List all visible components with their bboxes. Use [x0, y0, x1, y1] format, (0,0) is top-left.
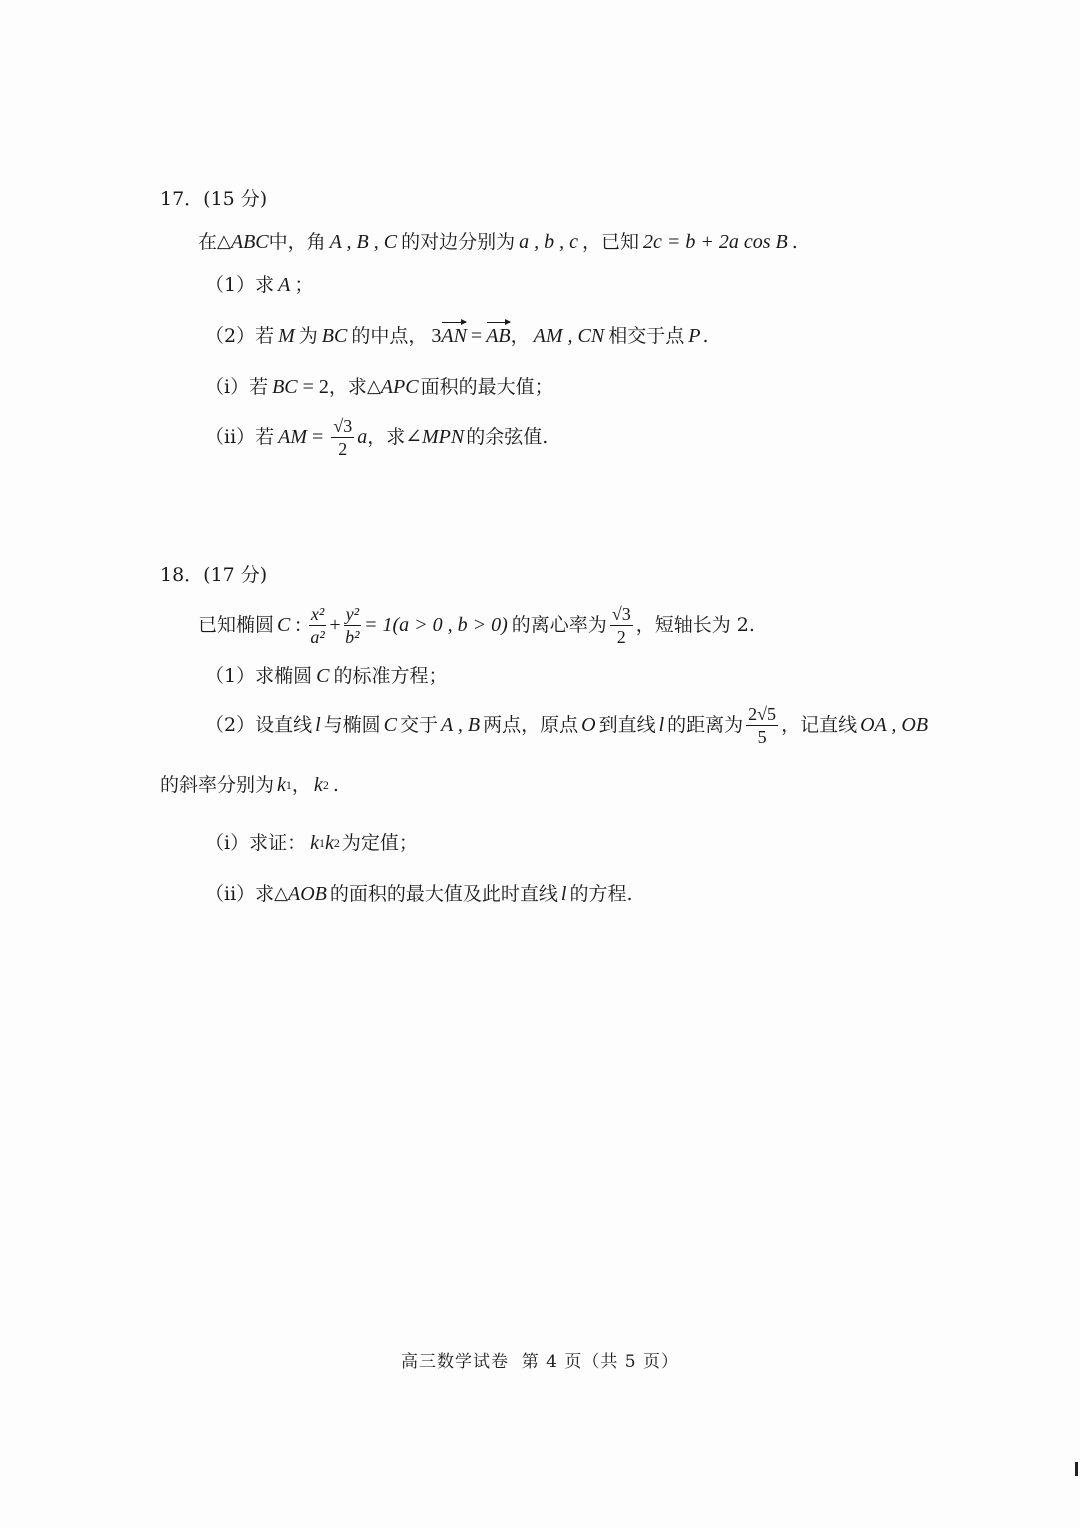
- q17-header: [160, 187, 267, 211]
- q17-part1-var: A: [278, 274, 291, 296]
- q17-part2-mid1: 为: [298, 325, 318, 347]
- q18-part1: [205, 664, 447, 688]
- q18-ellipse-condition: = 1(a > 0 , b > 0): [363, 614, 508, 636]
- q17-coef-three: 3: [431, 325, 442, 347]
- triangle-symbol: △: [366, 376, 381, 397]
- q17-part2: [205, 324, 709, 348]
- q18-part2-mid6: ，记直线: [781, 714, 858, 736]
- q18-points-ab: A , B: [441, 714, 481, 736]
- q17-part2-comma: ，: [510, 325, 530, 347]
- fraction-numerator: √3: [611, 603, 631, 624]
- q17-part2-label: （2）若: [205, 325, 275, 347]
- q18-part2ii-mid: 的面积的最大值及此时直线: [329, 883, 558, 905]
- fraction-denominator: 5: [757, 726, 767, 747]
- q18-part1-end: 的标准方程；: [333, 665, 448, 687]
- fraction-denominator: 2: [338, 438, 348, 459]
- q17-stem-mid2: 的对边分别为: [401, 231, 516, 253]
- q17-part2ii-mid: ，求: [367, 426, 406, 448]
- q18-triangle-aob: AOB: [288, 883, 327, 905]
- q18-part2-mid5: 的距离为: [667, 714, 744, 736]
- q18-part2-mid4: 到直线: [598, 714, 656, 736]
- q17-part1-label: （1）求: [205, 274, 275, 296]
- q17-stem-mid3: ，已知: [581, 231, 639, 253]
- q17-stem: [198, 230, 798, 254]
- fraction-denominator: a²: [310, 626, 325, 647]
- q18-part2i-k2: k: [324, 832, 334, 854]
- q17-vector-ab: AB: [486, 325, 511, 347]
- q18-part2i-end: 为定值；: [341, 832, 418, 854]
- q18-distance-fraction: [746, 705, 778, 746]
- q18-stem-pre: 已知椭圆: [198, 614, 275, 636]
- q17-part2ii-am: AM: [278, 426, 308, 448]
- q18-part2-end: .: [332, 774, 339, 796]
- q18-fraction-y2-b2: [344, 605, 361, 646]
- q17-stem-pre: 在: [198, 231, 218, 253]
- q17-part2-mid3: 相交于点: [608, 325, 685, 347]
- q18-k2: k: [313, 774, 323, 796]
- q17-part2ii-equals: =: [307, 426, 329, 448]
- q17-part2i-label: （i）若: [205, 376, 269, 398]
- fraction-numerator: √3: [333, 415, 353, 436]
- q18-eccentricity-fraction: [610, 605, 633, 646]
- q17-part2-end: .: [702, 325, 709, 347]
- q18-line-l-2: l: [658, 714, 665, 736]
- q18-header-text: 18．(17 分): [160, 564, 268, 586]
- q18-k-separator: ，: [291, 774, 311, 796]
- q18-part2-continuation: [160, 773, 339, 797]
- q17-sides: a , b , c: [519, 231, 578, 253]
- q17-part2ii-a: a: [357, 426, 368, 448]
- q18-origin-o: O: [581, 714, 596, 736]
- q17-part2-ii: [205, 412, 548, 462]
- q18-k1: k: [277, 774, 286, 796]
- q17-vector-an: AN: [441, 325, 467, 347]
- q18-part2-c: C: [383, 714, 398, 736]
- fraction-numerator: x²: [310, 603, 325, 624]
- q18-part2-ii: [205, 882, 633, 906]
- q17-segment-bc: BC: [321, 325, 348, 347]
- q18-part2-cont: 的斜率分别为: [160, 774, 275, 796]
- q17-part1-end: ；: [294, 274, 314, 296]
- q18-part2i-k2-subscript: 2: [333, 836, 340, 850]
- q17-equals: =: [470, 325, 483, 347]
- q17-stem-end: .: [791, 231, 798, 253]
- q17-part2i-value: = 2: [297, 376, 329, 398]
- q18-part2ii-end: 的方程.: [569, 883, 633, 905]
- fraction-denominator: b²: [345, 626, 360, 647]
- triangle-symbol: △: [217, 231, 231, 252]
- q18-part1-label: （1）求椭圆: [205, 665, 313, 687]
- q17-fraction-sqrt3-over-2: [331, 417, 354, 458]
- fraction-numerator: 2√5: [748, 703, 777, 724]
- q17-angle-mpn: MPN: [422, 426, 465, 448]
- q17-angles: A , B , C: [329, 231, 398, 253]
- q18-part2-mid2: 交于: [400, 714, 439, 736]
- q18-part2i-k1: k: [310, 832, 319, 854]
- q18-ellipse-c: C: [277, 614, 291, 636]
- angle-symbol: ∠: [405, 426, 422, 448]
- q18-header: [160, 563, 267, 587]
- q17-point-p: P: [688, 325, 701, 347]
- q17-triangle-apc: APC: [380, 376, 419, 398]
- q17-point-m: M: [278, 325, 295, 347]
- q18-part2i-label: （i）求证：: [205, 832, 307, 854]
- q18-part2-mid3: 两点，原点: [483, 714, 579, 736]
- q17-header-text: 17．(15 分): [160, 188, 268, 210]
- fraction-numerator: y²: [345, 603, 359, 624]
- q17-part2ii-end: 的余弦值.: [466, 426, 549, 448]
- q18-part1-c: C: [316, 665, 330, 687]
- q18-stem-end: ，短轴长为 2.: [635, 614, 755, 636]
- q18-part2ii-label: （ii）求: [205, 883, 275, 905]
- q17-lines-am-cn: AM , CN: [533, 325, 605, 347]
- q18-line-l: l: [315, 714, 321, 736]
- q18-part2-label: （2）设直线: [205, 714, 313, 736]
- q18-colon: :: [290, 614, 306, 636]
- q18-part2i-k1-subscript: 1: [318, 836, 325, 850]
- q18-stem: [198, 600, 755, 650]
- q18-k1-subscript: 1: [285, 778, 292, 792]
- q17-part2i-bc: BC: [272, 376, 298, 398]
- fraction-denominator: 2: [616, 626, 626, 647]
- page-footer: 高三数学试卷 第 4 页（共 5 页）: [400, 1352, 680, 1372]
- q18-fraction-x2-a2: [309, 605, 326, 646]
- q18-part2-mid1: 与椭圆: [323, 714, 381, 736]
- q18-plus: +: [329, 614, 341, 636]
- q17-given-equation: 2c = b + 2a cos B: [643, 231, 788, 253]
- q18-part2: [205, 700, 928, 750]
- q18-stem-mid: 的离心率为: [511, 614, 607, 636]
- q17-stem-mid1: 中，角: [268, 231, 326, 253]
- q17-part1: [205, 273, 313, 297]
- q17-part2i-end: 面积的最大值；: [420, 376, 554, 398]
- scan-edge-mark: [1075, 1462, 1078, 1476]
- triangle-symbol: △: [274, 883, 288, 904]
- q18-k2-subscript: 2: [322, 778, 329, 792]
- q17-triangle-abc: ABC: [230, 231, 269, 253]
- q18-part2-i: [205, 831, 418, 855]
- q17-part2-i: [205, 375, 554, 399]
- q17-part2-mid2: 的中点，: [351, 325, 428, 347]
- q18-part2ii-line-l: l: [560, 883, 567, 905]
- q18-lines-oa-ob: OA , OB: [860, 714, 929, 736]
- q17-part2i-mid: ，求: [328, 376, 367, 398]
- q17-part2ii-label: （ii）若: [205, 426, 275, 448]
